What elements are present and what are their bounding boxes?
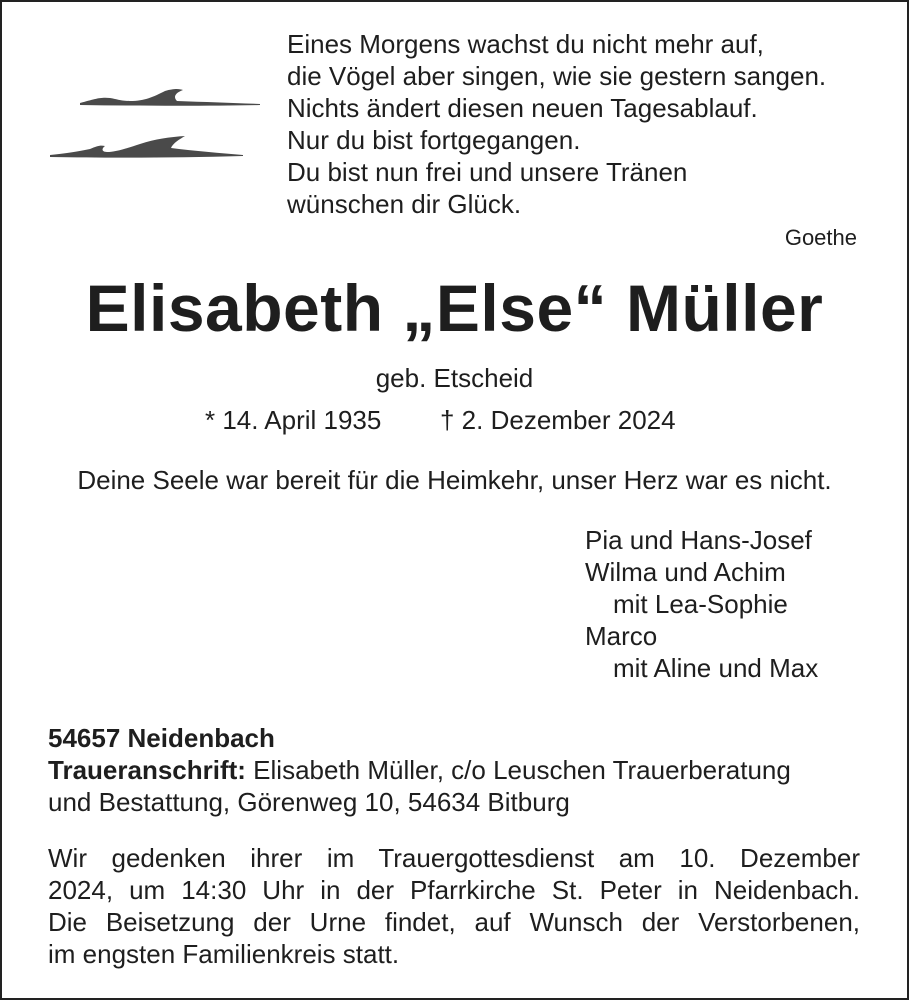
mourner: Pia und Hans-Josef (585, 525, 812, 555)
birds-illustration (45, 85, 270, 160)
poem-author: Goethe (784, 225, 857, 250)
deceased-name: Elisabeth „Else“ Müller (85, 271, 824, 345)
birth-name: geb. Etscheid (375, 363, 534, 393)
mourning-address-label: Traueranschrift: (48, 755, 246, 785)
poem-line: Nur du bist fortgegangen. (287, 125, 581, 155)
place: 54657 Neidenbach (48, 723, 275, 753)
service-line: im engsten Familienkreis statt. (48, 939, 400, 969)
poem-line: Eines Morgens wachst du nicht mehr auf, (287, 29, 764, 59)
mourning-address-line (48, 754, 791, 786)
service-line: 2024, um 14:30 Uhr in der Pfarrkirche St. Peter in Neidenbach. (48, 875, 860, 905)
mourning-address-line-2: und Bestattung, Görenweg 10, 54634 Bitburg (48, 787, 570, 817)
poem-line: Du bist nun frei und unsere Tränen (287, 157, 688, 187)
poem-line: Nichts ändert diesen neuen Tagesablauf. (287, 93, 758, 123)
service-line: Wir gedenken ihrer im Trauergottesdienst am 10. Dezember (48, 843, 860, 873)
memorial-quote: Deine Seele war bereit für die Heimkehr, unser Herz war es nicht. (77, 465, 832, 495)
mourner: mit Aline und Max (613, 653, 819, 683)
poem-line: die Vögel aber singen, wie sie gestern sangen. (287, 61, 827, 91)
mourner: Wilma und Achim (585, 557, 786, 587)
mourner: mit Lea-Sophie (613, 589, 788, 619)
poem-line: wünschen dir Glück. (287, 189, 522, 219)
mourning-address-text: Elisabeth Müller, c/o Leuschen Trauerberatung (245, 755, 791, 785)
mourner: Marco (585, 621, 658, 651)
service-line: Die Beisetzung der Urne findet, auf Wunsch der Verstorbenen, (48, 907, 860, 937)
birth-date: * 14. April 1935 (205, 405, 382, 435)
death-date: † 2. Dezember 2024 (440, 405, 676, 435)
